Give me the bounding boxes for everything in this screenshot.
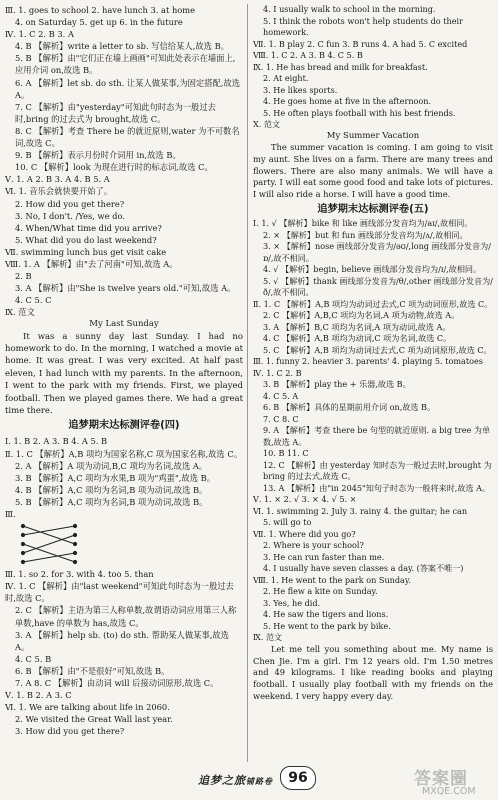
answer-line: Ⅴ. 1. × 2. √ 3. × 4. √ 5. × [253, 494, 357, 505]
answer-line: Ⅱ. 1. C 【解析】A,B 项均为动词过去式,C 项为动词原形,故选 C。 [253, 298, 493, 309]
answer-line: 7. C 8. C [263, 413, 299, 424]
answer-line: 4. He saw the tigers and lions. [263, 609, 389, 620]
answer-line: 5. He went to the park by bike. [263, 620, 391, 631]
answer-line: Ⅴ. 1. A 2. B 3. A 4. B 5. A [5, 174, 110, 185]
answer-line: Ⅲ. 1. so 2. for 3. with 4. too 5. than [5, 569, 154, 580]
answer-line: 9. A 【解析】考查 there be 句型的就近原则. a big tree 为单数,故选 A。 [263, 425, 491, 447]
matching-lines-diagram [19, 522, 243, 566]
answer-line: 3. × 【解析】nose 画线部分发音为/əʊ/,long 画线部分发音为/ɒ/,故不相同。 [263, 241, 491, 263]
answer-line: Ⅹ. 范文 [253, 119, 281, 129]
answer-line: 6. A 【解析】let sb. do sth. 让某人做某事,为固定搭配,故选 A。 [15, 77, 241, 100]
answer-line: 6. B 【解析】具体的星期前用介词 on,故选 B。 [263, 402, 436, 413]
answer-line: 2. We visited the Great Wall last year. [15, 714, 173, 725]
answer-line: Ⅷ. 1. He went to the park on Sunday. [253, 574, 411, 585]
answer-line: Ⅰ. 1. B 2. A 3. B 4. A 5. B [5, 436, 108, 447]
essay-title-summer-vacation: My Summer Vacation [326, 130, 420, 141]
answer-line: 3. No, I don't. /Yes, we do. [15, 210, 125, 221]
answer-line: 4. He goes home at five in the afternoon. [263, 96, 432, 106]
answer-line: Ⅵ. 1. swimming 2. July 3. rainy 4. the guitar; he can [253, 505, 468, 516]
page-number: 96 [280, 766, 316, 790]
section-title-5: 追梦期末达标测评卷(五) [317, 203, 429, 215]
answer-line: 3. A 【解析】B,C 项均为名词,A 项为动词,故选 A。 [263, 321, 451, 332]
answer-line: Ⅴ. 1. B 2. A 3. C [5, 690, 72, 701]
answer-line: Ⅲ. [5, 509, 16, 520]
answer-line: 5. He often plays football with his best friends. [263, 107, 456, 118]
answer-line: 3. B 【解析】play the + 乐器,故选 B。 [263, 379, 411, 390]
section-title-4: 追梦期末达标测评卷(四) [68, 420, 180, 432]
answer-line: 4. B 【解析】write a letter to sb. 写信给某人,故选 B。 [15, 41, 229, 52]
answer-line: 8. C 【解析】考查 There be 的就近原则,water 为不可数名词,故选 C。 [15, 125, 240, 149]
answer-line: Ⅷ. 1. C 2. A 3. B 4. C 5. B [253, 50, 363, 60]
answer-line: 4. I usually walk to school in the morning. [263, 4, 436, 14]
answer-line: 5. I think the robots won't help students do their homework. [263, 15, 463, 37]
answer-line: Ⅸ. 范文 [5, 307, 35, 318]
answer-line: 2. A 【解析】A 项为动词,B,C 项均为名词,故选 A。 [15, 460, 208, 471]
answer-line: 5. B 【解析】A,C 项均为名词,B 项为动词,故选 B。 [15, 496, 208, 507]
answer-line: 4. on Saturday 5. get up 6. in the future [15, 17, 183, 28]
answer-line: 10. B 11. C [263, 448, 309, 459]
answer-line: 3. A 【解析】由"She is twelve years old."可知,故选 A。 [15, 283, 236, 294]
answer-line: 2. He flew a kite on Sunday. [263, 586, 378, 597]
answer-line: Ⅶ. 1. Where did you go? [253, 528, 356, 539]
answer-line: 4. √ 【解析】begin, believe 画线部分发音均为/ɪ/,故相同。 [263, 264, 482, 275]
answer-line: 4. B 【解析】A,C 项均为名词,B 项为动词,故选 B。 [15, 484, 208, 495]
answer-line: 10. C 【解析】look 为现在进行时的标志词,故选 C。 [15, 162, 213, 173]
answer-line: 2. Where is your school? [263, 540, 364, 551]
answer-line: Ⅲ. 1. funny 2. heavier 3. parents' 4. playing 5. tomatoes [253, 356, 483, 367]
answer-line: 9. B 【解析】表示月份时介词用 in,故选 B。 [15, 150, 181, 161]
right-column [253, 4, 493, 703]
answer-line: 2. C 【解析】主语为第三人称单数,故谓语动词应用第三人称单数,have 的单数为 has,故选 C。 [15, 605, 237, 628]
answer-line: 5. What did you do last weekend? [15, 234, 157, 245]
answer-line: 5. will go to [263, 517, 312, 528]
answer-line: 6. B 【解析】由"不是很好"可知,故选 B。 [15, 665, 170, 676]
answer-line: 4. When/What time did you arrive? [15, 222, 162, 233]
answer-line: Ⅸ. 范文 [253, 632, 283, 643]
answer-line: Ⅳ. 1. C 【解析】由"last weekend"可知此句时态为一般过去时,故选 C。 [5, 581, 234, 604]
left-answer-block-1 [5, 4, 243, 318]
answer-line: 5. C 【解析】A,B 项均为动词过去式,C 项为动词原形,故选 C。 [263, 344, 492, 355]
answer-line: 2. C 【解析】A,B,C 项均为名词,A 项为动物,故选 A。 [263, 310, 460, 321]
answer-line: Ⅷ. 1. A 【解析】由"去了河南"可知,故选 A。 [5, 258, 178, 269]
answer-line: 3. How did you get there? [15, 726, 125, 737]
answer-line: 7. A 8. C 【解析】由动词 will 后接动词原形,故选 C。 [15, 677, 219, 688]
answer-line: 2. B [15, 271, 32, 282]
answer-line: 3. He can run faster than me. [263, 551, 385, 562]
page-footer [0, 764, 498, 800]
answer-line: Ⅶ. swimming lunch bus get visit cake [5, 246, 167, 257]
answer-line: 3. Yes, he did. [263, 597, 321, 608]
column-divider [247, 4, 248, 762]
essay-title-last-sunday: My Last Sunday [89, 319, 159, 330]
left-answer-block-2 [5, 435, 243, 520]
right-answer-block-1 [253, 4, 493, 131]
answer-line: 3. A 【解析】help sb. (to) do sth. 帮助某人做某事,故选 A。 [15, 629, 229, 652]
left-answer-block-3 [5, 568, 243, 737]
answer-line: 3. He likes sports. [263, 84, 338, 95]
answer-line: 4. C 【解析】A,B 项均为动词,C 项为名词,故选 C。 [263, 333, 452, 344]
essay-about-me: Let me tell you something about me. My name is Chen Jie. I'm a girl. I'm 12 years old. I'm 1.50 metres and 49 kilograms. I like reading books and playing football. I usually play football with my friends on the weekend. I very happy every day. [253, 643, 493, 701]
answer-line: 5. √ 【解析】thank 画线部分发音为/θ/,other 画线部分发音为/ð/,故不相同。 [263, 275, 493, 298]
answer-line: 12. C 【解析】由 yesterday 知时态为一般过去时,brought 为 bring 的过去式,故选 C。 [263, 459, 492, 482]
answer-line: Ⅳ. 1. C 2. B 3. A [5, 29, 74, 40]
brand-logo [198, 772, 273, 788]
answer-line: Ⅲ. 1. goes to school 2. have lunch 3. at home [5, 5, 196, 15]
matching-lines [19, 522, 79, 566]
essay-last-sunday: It was a sunny day last Sunday. I had no homework to do. In the morning, I watched a movie at home. It was great. I was very excited. At half past eleven, I had lunch with my parents. In the afternoon, I went to the park with my friends. First, we played football. Then we played games there. We had a great time there. [5, 331, 243, 416]
right-answer-block-2 [253, 218, 493, 644]
answer-line: Ⅵ. 1. We are talking about life in 2060. [5, 702, 170, 713]
watermark-url: MXQE.COM [422, 786, 476, 797]
watermark-text: 答案圈 [414, 769, 468, 789]
answer-line: Ⅸ. 1. He has bread and milk for breakfast. [253, 61, 428, 72]
answer-line: 2. At eight. [263, 73, 309, 83]
answer-line: 4. C 5. A [263, 390, 299, 401]
answer-line: 5. B 【解析】由"它们正在墙上画画"可知此处表示在墙面上,应用介词 on,故选 B。 [15, 53, 236, 76]
answer-line: 2. × 【解析】but 和 fun 画线部分发音均为/ʌ/,故相同。 [263, 229, 468, 240]
answer-line: Ⅶ. 1. B play 2. C fun 3. B runs 4. A had 5. C excited [253, 38, 468, 49]
answer-line: 2. How did you get there? [15, 198, 125, 209]
answer-line: 3. B 【解析】A,C 项均为水果,B 项为"鸡蛋",故选 B。 [15, 472, 216, 483]
answer-line: Ⅵ. 1. 音乐会就快要开始了。 [5, 186, 113, 197]
answer-line: 13. A 【解析】由"in 2045"知句子时态为一般将来时,故选 A。 [263, 482, 491, 493]
watermark [410, 764, 496, 800]
answer-line: 4. I usually have seven classes a day. (答案不唯一) [263, 563, 464, 574]
essay-summer-vacation: The summer vacation is coming. I am going to visit my aunt. She lives on a farm. There are many trees and flowers. There are also many animals. We will have a party. I will eat some good food and take lots of pictures. I will also ride a horse. I will have a good time. [253, 142, 493, 199]
left-column [5, 4, 243, 737]
answer-line: Ⅰ. 1. √ 【解析】bike 和 like 画线部分发音均为/aɪ/,故相同。 [253, 218, 473, 229]
brand-sub: 铺路卷 [246, 777, 273, 786]
answer-line: 4. C 5. B [15, 653, 52, 664]
answer-line: Ⅱ. 1. C 【解析】A,B 项均为国家名称,C 项为国家名称,故选 C。 [5, 448, 243, 459]
answer-line: 7. C 【解析】由"yesterday"可知此句时态为一般过去时,bring 的过去式为 brought,故选 C。 [15, 101, 216, 124]
answer-line: 4. C 5. C [15, 295, 52, 306]
answer-line: Ⅳ. 1. C 2. B [253, 367, 302, 378]
brand-name: 追梦之旅 [198, 774, 246, 787]
